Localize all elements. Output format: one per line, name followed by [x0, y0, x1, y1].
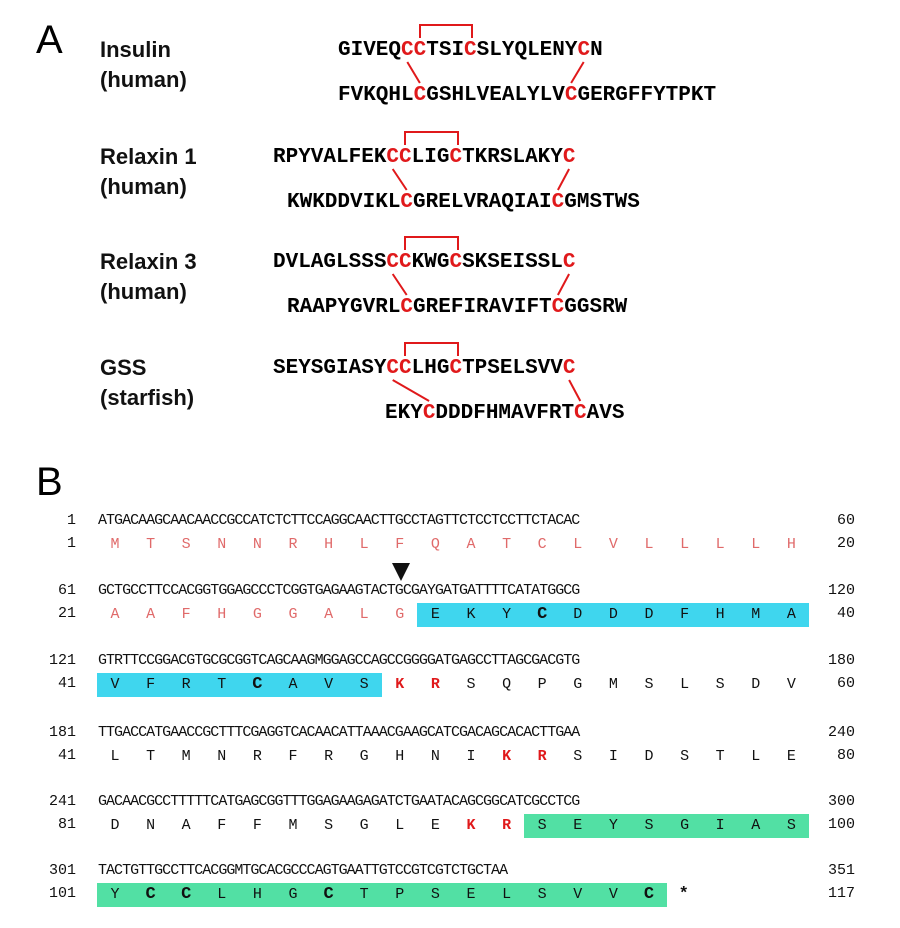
amino-acid: S: [644, 817, 654, 834]
dna-end-position: 180: [827, 652, 855, 669]
sequence-segment: EKY: [385, 402, 423, 425]
amino-acid: H: [395, 748, 405, 765]
amino-acid: T: [715, 748, 725, 765]
cysteine-residue: C: [551, 296, 565, 319]
amino-acid: T: [146, 536, 156, 553]
amino-acid: L: [395, 817, 405, 834]
cysteine-residue: C: [449, 251, 463, 274]
amino-acid: A: [466, 536, 476, 553]
b-chain-sequence: [338, 83, 716, 109]
amino-acid: Q: [502, 676, 512, 693]
cysteine-residue: C: [181, 885, 192, 904]
cysteine-residue: C: [562, 251, 576, 274]
dibasic-cleavage-residue: R: [502, 817, 512, 834]
amino-acid: N: [252, 536, 262, 553]
amino-acid: S: [181, 536, 191, 553]
amino-acid: M: [751, 606, 761, 623]
amino-acid: Y: [502, 606, 512, 623]
amino-acid: M: [608, 676, 618, 693]
sequence-segment: DVLAGLSSS: [273, 251, 387, 274]
sequence-segment: GREFIRAVIFT: [413, 296, 552, 319]
dna-sequence-line: GACAACGCCTTTTTCATGAGCGGTTTGGAGAAGAGATCTGAATACAGCGGCATCGCCTCG: [98, 793, 580, 810]
amino-acid: V: [573, 886, 583, 903]
aa-start-position: 41: [57, 675, 76, 692]
dna-sequence-line: GTRTTCCGGACGTGCGCGGTCAGCAAGMGGAGCCAGCCGGGGATGAGCCTTAGCGACGTG: [98, 652, 580, 669]
amino-acid: L: [751, 748, 761, 765]
amino-acid: Y: [608, 817, 618, 834]
cysteine-residue: C: [577, 39, 591, 62]
amino-acid: L: [359, 536, 369, 553]
aa-end-position: 117: [827, 885, 855, 902]
stop-codon-marker: *: [678, 885, 689, 904]
amino-acid: L: [751, 536, 761, 553]
amino-acid: D: [608, 606, 618, 623]
dna-start-position: 181: [48, 724, 76, 741]
cysteine-residue: C: [643, 885, 655, 904]
amino-acid: H: [715, 606, 725, 623]
sequence-segment: DDDFHMAVFRT: [435, 402, 575, 425]
peptide-species: (starfish): [100, 385, 195, 410]
amino-acid-row: [98, 885, 818, 905]
b-chain-sequence: [385, 401, 624, 427]
cysteine-residue: C: [400, 191, 414, 214]
amino-acid: S: [680, 748, 690, 765]
amino-acid: L: [217, 886, 227, 903]
dna-start-position: 61: [57, 582, 76, 599]
amino-acid: C: [537, 536, 547, 553]
sequence-segment: GMSTWS: [564, 191, 640, 214]
amino-acid: F: [288, 748, 298, 765]
sequence-segment: KWKDDVIKL: [287, 191, 401, 214]
cysteine-residue: C: [422, 402, 436, 425]
interchain-disulfide-bond: [558, 274, 569, 295]
interchain-disulfide-bond: [407, 62, 420, 83]
amino-acid: E: [430, 606, 440, 623]
sequence-segment: GERGFFYTPKT: [577, 84, 717, 107]
panel-a-label: A: [36, 18, 63, 62]
peptide-name: [100, 247, 197, 307]
aa-end-position: 100: [827, 816, 855, 833]
amino-acid: I: [466, 748, 476, 765]
amino-acid: P: [537, 676, 547, 693]
dna-sequence-line: ATGACAAGCAACAACCGCCATCTCTTCCAGGCAACTTGCCTAGTTCTCCTCCTTCTACAC: [98, 512, 580, 529]
peptide-species: (human): [100, 174, 187, 199]
amino-acid: F: [146, 676, 156, 693]
amino-acid: I: [608, 748, 618, 765]
aa-end-position: 60: [836, 675, 855, 692]
sequence-segment: LIG: [411, 146, 450, 169]
cysteine-residue: C: [537, 605, 548, 624]
amino-acid: I: [715, 817, 725, 834]
amino-acid: F: [680, 606, 690, 623]
sequence-segment: FVKQHL: [338, 84, 414, 107]
sequence-segment: GIVEQ: [338, 39, 402, 62]
amino-acid: S: [359, 676, 369, 693]
amino-acid: G: [288, 886, 298, 903]
sequence-segment: KWG: [411, 251, 450, 274]
sequence-segment: TKRSLAKY: [462, 146, 563, 169]
amino-acid: D: [751, 676, 761, 693]
amino-acid: F: [217, 817, 227, 834]
amino-acid: E: [466, 886, 476, 903]
intrachain-disulfide-bracket: [419, 24, 473, 38]
amino-acid: L: [110, 748, 120, 765]
dibasic-cleavage-residue: K: [395, 676, 405, 693]
amino-acid: D: [644, 606, 654, 623]
dibasic-cleavage-residue: K: [502, 748, 512, 765]
a-chain-sequence: [273, 250, 576, 276]
peptide-name-line1: Relaxin 1: [100, 144, 197, 169]
amino-acid: S: [466, 676, 476, 693]
amino-acid: V: [324, 676, 334, 693]
cysteine-residue: C: [449, 146, 463, 169]
amino-acid: A: [786, 606, 796, 623]
amino-acid: G: [252, 606, 262, 623]
amino-acid: L: [680, 676, 690, 693]
aa-end-position: 20: [836, 535, 855, 552]
amino-acid: D: [644, 748, 654, 765]
cysteine-residue: C: [449, 357, 463, 380]
sequence-segment: N: [590, 39, 603, 62]
amino-acid: V: [608, 536, 618, 553]
amino-acid: R: [288, 536, 298, 553]
amino-acid: A: [324, 606, 334, 623]
amino-acid: S: [786, 817, 796, 834]
amino-acid: T: [217, 676, 227, 693]
sequence-segment: GRELVRAQIAI: [413, 191, 552, 214]
dibasic-cleavage-residue: K: [466, 817, 476, 834]
amino-acid: M: [288, 817, 298, 834]
sequence-segment: SKSEISSL: [462, 251, 563, 274]
amino-acid: P: [395, 886, 405, 903]
cysteine-residue: CC: [386, 251, 412, 274]
amino-acid: R: [324, 748, 334, 765]
dibasic-cleavage-residue: R: [537, 748, 547, 765]
cysteine-residue: C: [400, 296, 414, 319]
aa-end-position: 80: [836, 747, 855, 764]
amino-acid: V: [786, 676, 796, 693]
sequence-segment: GSHLVEALYLV: [426, 84, 565, 107]
amino-acid: N: [430, 748, 440, 765]
amino-acid: A: [110, 606, 120, 623]
amino-acid: L: [573, 536, 583, 553]
amino-acid: M: [110, 536, 120, 553]
amino-acid: V: [608, 886, 618, 903]
interchain-disulfide-bond: [393, 169, 407, 190]
amino-acid: G: [288, 606, 298, 623]
dna-end-position: 240: [827, 724, 855, 741]
cysteine-residue: C: [413, 84, 427, 107]
amino-acid: A: [288, 676, 298, 693]
dna-end-position: 351: [827, 862, 855, 879]
amino-acid: G: [395, 606, 405, 623]
amino-acid: S: [715, 676, 725, 693]
amino-acid: T: [359, 886, 369, 903]
sequence-segment: SEYSGIASY: [273, 357, 387, 380]
cysteine-residue: C: [323, 885, 334, 904]
amino-acid: G: [573, 676, 583, 693]
interchain-disulfide-bond: [558, 169, 569, 190]
cleavage-site-arrow-icon: [392, 563, 410, 581]
amino-acid: N: [217, 748, 227, 765]
amino-acid: E: [786, 748, 796, 765]
amino-acid: D: [573, 606, 583, 623]
dna-sequence-line: GCTGCCTTCCACGGTGGAGCCCTCGGTGAGAAGTACTGCGAYGATGATTTTCATATGGCG: [98, 582, 580, 599]
interchain-disulfide-bond: [571, 62, 584, 83]
cysteine-residue: CC: [386, 146, 412, 169]
amino-acid: Q: [430, 536, 440, 553]
amino-acid: Y: [110, 886, 120, 903]
peptide-species: (human): [100, 67, 187, 92]
b-chain-sequence: [287, 190, 640, 216]
intrachain-disulfide-bracket: [404, 236, 458, 250]
amino-acid: N: [146, 817, 156, 834]
amino-acid: H: [324, 536, 334, 553]
amino-acid: S: [430, 886, 440, 903]
sequence-segment: SLYQLENY: [476, 39, 578, 62]
amino-acid: A: [146, 606, 156, 623]
a-chain-sequence: [273, 145, 576, 171]
dna-start-position: 1: [66, 512, 76, 529]
amino-acid: F: [395, 536, 405, 553]
amino-acid: E: [430, 817, 440, 834]
a-chain-sequence: [273, 356, 576, 382]
dibasic-cleavage-residue: R: [430, 676, 440, 693]
amino-acid-row: [98, 816, 818, 836]
sequence-segment: TPSELSVV: [462, 357, 563, 380]
amino-acid: K: [466, 606, 476, 623]
cysteine-residue: C: [551, 191, 565, 214]
aa-start-position: 81: [57, 816, 76, 833]
peptide-name-line1: GSS: [100, 355, 147, 380]
intrachain-disulfide-bracket: [404, 342, 458, 356]
peptide-name: [100, 142, 197, 202]
interchain-disulfide-bond: [393, 380, 429, 401]
dna-start-position: 241: [48, 793, 76, 810]
amino-acid: M: [181, 748, 191, 765]
interchain-disulfide-bond: [569, 380, 580, 401]
amino-acid: T: [502, 536, 512, 553]
amino-acid: S: [644, 676, 654, 693]
amino-acid: S: [537, 817, 547, 834]
amino-acid: T: [146, 748, 156, 765]
amino-acid: L: [359, 606, 369, 623]
amino-acid: S: [324, 817, 334, 834]
sequence-segment: RAAPYGVRL: [287, 296, 401, 319]
amino-acid: N: [217, 536, 227, 553]
dna-sequence-line: TTGACCATGAACCGCTTTCGAGGTCACAACATTAAACGAAGCATCGACAGCACACTTGAA: [98, 724, 580, 741]
cysteine-residue: C: [252, 675, 263, 694]
aa-start-position: 41: [57, 747, 76, 764]
dna-end-position: 120: [827, 582, 855, 599]
amino-acid: G: [680, 817, 690, 834]
amino-acid: L: [644, 536, 654, 553]
cysteine-residue: C: [464, 39, 477, 62]
amino-acid: H: [786, 536, 796, 553]
amino-acid: S: [537, 886, 547, 903]
sequence-segment: GGSRW: [564, 296, 628, 319]
cysteine-residue: CC: [386, 357, 412, 380]
amino-acid: G: [359, 817, 369, 834]
dna-sequence-line: TACTGTTGCCTTCACGGMTGCACGCCCAGTGAATTGTCCGTCGTCTGCTAA: [98, 862, 508, 879]
amino-acid: R: [181, 676, 191, 693]
amino-acid: E: [573, 817, 583, 834]
dna-end-position: 60: [836, 512, 855, 529]
amino-acid: S: [573, 748, 583, 765]
amino-acid: H: [217, 606, 227, 623]
sequence-segment: LHG: [411, 357, 450, 380]
amino-acid: H: [252, 886, 262, 903]
cysteine-residue: C: [562, 146, 576, 169]
sequence-segment: TSI: [426, 39, 465, 62]
panel-b-label: B: [36, 460, 63, 504]
amino-acid: L: [680, 536, 690, 553]
amino-acid: A: [751, 817, 761, 834]
amino-acid: V: [110, 676, 120, 693]
peptide-name-line1: Relaxin 3: [100, 249, 197, 274]
amino-acid: F: [252, 817, 262, 834]
cysteine-residue: CC: [401, 39, 427, 62]
peptide-name-line1: Insulin: [100, 37, 171, 62]
b-chain-sequence: [287, 295, 627, 321]
peptide-name: [100, 35, 187, 95]
aa-start-position: 1: [66, 535, 76, 552]
sequence-segment: RPYVALFEK: [273, 146, 387, 169]
sequence-segment: AVS: [586, 402, 625, 425]
amino-acid-row: [98, 675, 818, 695]
amino-acid: F: [181, 606, 191, 623]
cysteine-residue: C: [574, 402, 587, 425]
a-chain-sequence: [338, 38, 603, 64]
interchain-disulfide-bond: [393, 274, 407, 295]
dna-start-position: 121: [48, 652, 76, 669]
peptide-name: [100, 353, 194, 413]
amino-acid: L: [715, 536, 725, 553]
aa-end-position: 40: [836, 605, 855, 622]
amino-acid: L: [502, 886, 512, 903]
amino-acid: D: [110, 817, 120, 834]
amino-acid: R: [252, 748, 262, 765]
cysteine-residue: C: [564, 84, 578, 107]
amino-acid: A: [181, 817, 191, 834]
aa-start-position: 101: [48, 885, 76, 902]
aa-start-position: 21: [57, 605, 76, 622]
amino-acid-row: [98, 747, 818, 767]
peptide-species: (human): [100, 279, 187, 304]
amino-acid-row: [98, 535, 818, 555]
amino-acid: G: [359, 748, 369, 765]
cysteine-residue: C: [562, 357, 576, 380]
amino-acid-row: [98, 605, 818, 625]
cysteine-residue: C: [145, 885, 156, 904]
dna-start-position: 301: [48, 862, 76, 879]
dna-end-position: 300: [827, 793, 855, 810]
intrachain-disulfide-bracket: [404, 131, 458, 145]
